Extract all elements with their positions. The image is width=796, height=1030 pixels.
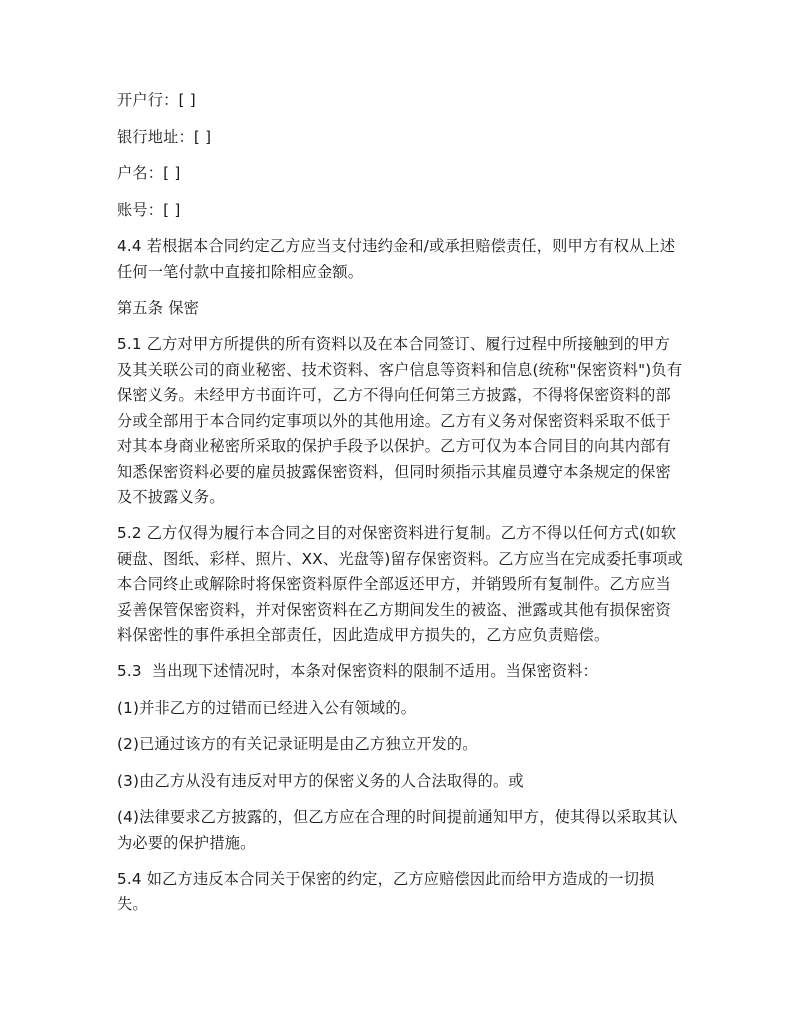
exception-item-1: (1)并非乙方的过错而已经进入公有领域的。	[117, 698, 417, 717]
article-5-heading: 第五条 保密	[117, 298, 199, 317]
document-body	[117, 88, 685, 928]
clause-4-4: 4.4 若根据本合同约定乙方应当支付违约金和/或承担赔偿责任，则甲方有权从上述任何一笔付款中直接扣除相应金额。	[117, 237, 676, 281]
account-number-line: 账号：[ ]	[117, 200, 181, 219]
clause-5-4: 5.4 如乙方违反本合同关于保密的约定，乙方应赔偿因此而给甲方造成的一切损失。	[117, 869, 655, 913]
bank-name-line: 开户行：[ ]	[117, 91, 196, 109]
clause-5-3: 5.3 当出现下述情况时，本条对保密资料的限制不适用。当保密资料：	[117, 662, 599, 680]
bank-address-line: 银行地址：[ ]	[117, 127, 212, 146]
exception-item-4: (4)法律要求乙方披露的，但乙方应在合理的时间提前通知甲方，使其得以采取其认为必要的保护措施。	[117, 808, 678, 852]
exception-item-3: (3)由乙方从没有违反对甲方的保密义务的人合法取得的。或	[117, 771, 524, 790]
clause-5-1: 5.1 乙方对甲方所提供的所有资料以及在本合同签订、履行过程中所接触到的甲方及其关联公司的商业秘密、技术资料、客户信息等资料和信息(统称"保密资料")负有保密义务。未经甲方书面许可，乙方不得向任何第三方披露，不得将保密资料的部分或全部用于本合同约定事项以外的其他用途。乙方有义务对保密资料采取不低于对其本身商业秘密所采取的保护手段予以保护。乙方可仅为本合同目的向其内部有知悉保密资料必要的雇员披露保密资料，但同时须指示其雇员遵守本条规定的保密及不披露义务。	[117, 335, 683, 506]
account-name-line: 户名：[ ]	[117, 164, 181, 182]
exception-item-2: (2)已通过该方的有关记录证明是由乙方独立开发的。	[117, 735, 478, 753]
clause-5-2: 5.2 乙方仅得为履行本合同之目的对保密资料进行复制。乙方不得以任何方式(如软硬盘、图纸、彩样、照片、XX、光盘等)留存保密资料。乙方应当在完成委托事项或本合同终止或解除时将保密资料原件全部返还甲方，并销毁所有复制件。乙方应当妥善保管保密资料，并对保密资料在乙方期间发生的被盗、泄露或其他有损保密资料保密性的事件承担全部责任，因此造成甲方损失的，乙方应负责赔偿。	[117, 524, 683, 644]
